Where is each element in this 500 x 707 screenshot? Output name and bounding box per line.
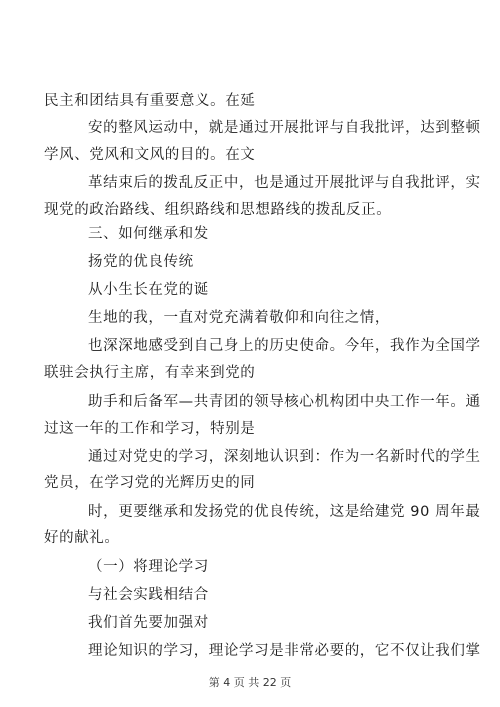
body-line: 革结束后的拨乱反正中，也是通过开展批评与自我批评，实	[88, 175, 481, 191]
body-line: 现党的政治路线、组织路线和思想路线的拨乱反正。	[44, 202, 392, 218]
body-line: 我们首先要加强对	[88, 615, 209, 631]
body-line: 也深深地感受到自己身上的历史使命。今年，我作为全国学	[88, 338, 481, 354]
body-line: 通过对党史的学习，深刻地认识到：作为一名新时代的学生	[88, 449, 481, 465]
body-line: 时，更要继承和发扬党的优良传统，这是给建党 90 周年最	[88, 504, 481, 520]
body-line: 生地的我，一直对党充满着敬仰和向往之情，	[88, 310, 390, 326]
subsection-heading: 与社会实践相结合	[88, 587, 209, 603]
body-line: 联驻会执行主席，有幸来到党的	[44, 365, 256, 381]
body-line: 助手和后备军—共青团的领导核心机构团中央工作一年。通	[88, 394, 481, 410]
body-line: 安的整风运动中，就是通过开展批评与自我批评，达到整顿	[88, 120, 481, 136]
body-line: 好的献礼。	[44, 530, 120, 546]
body-line: 民主和团结具有重要意义。在延	[44, 93, 256, 109]
body-line: 过这一年的工作和学习，特别是	[44, 421, 256, 437]
subsection-heading: （一）将理论学习	[88, 559, 209, 575]
page-number-footer: 第 4 页 共 22 页	[208, 676, 292, 689]
body-line: 党员，在学习党的光辉历史的同	[44, 475, 256, 491]
body-line: 从小生长在党的诞	[88, 282, 209, 298]
section-heading: 三、如何继承和发	[88, 226, 209, 242]
body-line: 学风、党风和文风的目的。在文	[44, 147, 256, 163]
body-line: 理论知识的学习，理论学习是非常必要的，它不仅让我们掌	[88, 643, 481, 659]
section-heading: 扬党的优良传统	[88, 254, 194, 270]
